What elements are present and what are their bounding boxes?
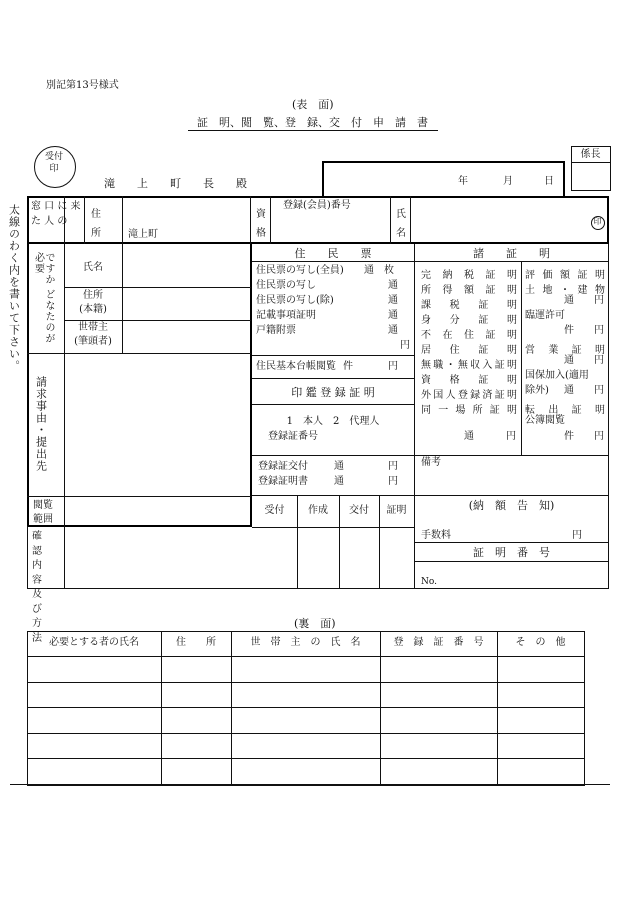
- back-header-line: [27, 656, 584, 657]
- v-line: [64, 496, 65, 589]
- back-col-head: 世 帯 主 の 氏 名: [250, 637, 361, 648]
- date-frame-left: [322, 161, 324, 197]
- qualification-label: 資 格: [256, 209, 266, 239]
- fee-label: 手数料: [421, 530, 451, 541]
- cert-left-8: 資 格 証 明: [421, 375, 517, 386]
- resident-yen: 円: [400, 340, 410, 351]
- cert-right-5b: 除外): [525, 385, 549, 396]
- cert-right-2-unit: 通: [564, 295, 574, 306]
- resident-row-2: 住民票の写し: [256, 280, 316, 291]
- v-line: [122, 244, 123, 354]
- person-choice: 1 本人 2 代理人: [286, 416, 380, 427]
- back-col-line: [161, 631, 162, 784]
- cert-right-5: 国保加入(適用: [525, 370, 589, 381]
- window-applicant-label: 窓 口 に 来 た 人 の: [31, 201, 81, 227]
- cert-right-3: 臨運許可: [525, 310, 565, 321]
- v-line: [270, 196, 271, 244]
- v-line: [122, 196, 123, 244]
- v-line: [27, 526, 28, 589]
- subject-address-label: 住所: [83, 290, 103, 301]
- fee-yen: 円: [572, 530, 582, 541]
- cert-no-header: 証 明 番 号: [473, 546, 550, 559]
- cert-right-7-unit: 件: [564, 431, 574, 442]
- side-instruction: 太線のわく内を書いて下さい。: [7, 204, 21, 372]
- ledger-yen: 円: [388, 361, 398, 372]
- cert-left-unit: 通: [464, 431, 474, 442]
- ledger-label: 住民基本台帳閲覧: [256, 361, 336, 372]
- resident-row-3: 住民票の写し(除): [256, 295, 334, 306]
- back-row-line: [27, 758, 584, 759]
- confirm-method-label: 確 認 内 容 及 び 方 法: [32, 531, 44, 644]
- h-line: [252, 495, 608, 496]
- h-line: [252, 355, 414, 356]
- v-line: [521, 261, 522, 455]
- h-line: [252, 527, 414, 528]
- back-col-other: そ の 他: [515, 637, 566, 648]
- step-sakusei: 作成: [308, 505, 328, 516]
- card-issue-unit: 通: [334, 461, 344, 472]
- v-line: [608, 244, 609, 589]
- v-line: [414, 244, 415, 589]
- addressee: 滝 上 町 長 殿: [104, 177, 247, 190]
- resident-row-1-unit: 通 枚: [364, 265, 394, 276]
- back-side-label: (裏 面): [294, 617, 336, 630]
- h-line: [252, 404, 414, 405]
- cert-left-4: 身 分 証 明: [421, 315, 517, 326]
- date-frame-right: [563, 161, 565, 197]
- v-line: [84, 196, 85, 244]
- h-line: [64, 320, 251, 321]
- date-frame-top: [322, 161, 565, 163]
- hanko-label: 印: [593, 217, 602, 226]
- h-line: [415, 542, 609, 543]
- cert-right-4-unit: 通: [564, 355, 574, 366]
- reception-stamp-label: 受付 印: [44, 152, 63, 174]
- step-kofu: 交付: [349, 505, 369, 516]
- resident-row-5-unit: 通: [388, 325, 398, 336]
- card-issue-yen: 円: [388, 461, 398, 472]
- cert-right-1: 評 価 額 証 明: [525, 270, 605, 281]
- form-title: 証 明、閲 覧、登 録、交 付 申 請 書: [197, 116, 428, 129]
- resident-row-3-unit: 通: [388, 295, 398, 306]
- page-bottom-line: [10, 784, 610, 785]
- cert-left-6: 居 住 証 明: [421, 345, 517, 356]
- cert-left-2: 所 得 額 証 明: [421, 285, 517, 296]
- payment-notice: (納 額 告 知): [468, 499, 555, 512]
- ledger-unit: 件: [343, 361, 353, 372]
- cert-right-5-yen: 円: [594, 385, 604, 396]
- subject-head-sub: (筆頭者): [74, 336, 112, 347]
- cert-right-7: 公簿閲覧: [525, 415, 565, 426]
- view-range-label: 閲覧 範囲: [33, 500, 53, 525]
- thick-top: [27, 196, 609, 198]
- kakaricho-divider: [571, 162, 610, 163]
- card-issue-label: 登録証交付: [258, 461, 308, 472]
- v-line: [410, 196, 411, 244]
- back-col-line: [497, 631, 498, 784]
- h-line: [27, 496, 251, 497]
- cert-left-5: 不 在 住 証 明: [421, 330, 517, 341]
- certs-header: 諸 証 明: [473, 247, 550, 260]
- cert-left-yen: 円: [506, 431, 516, 442]
- h-line: [252, 261, 608, 262]
- subject-head-label: 世帯主: [78, 322, 108, 333]
- address-value: 滝上町: [128, 229, 158, 240]
- cert-left-1: 完 納 税 証 明: [421, 270, 517, 281]
- step-uketsuke: 受付: [264, 505, 285, 516]
- cert-right-5-unit: 通: [564, 385, 574, 396]
- cert-right-3-yen: 円: [594, 325, 604, 336]
- cert-right-3-unit: 件: [564, 325, 574, 336]
- cert-left-7: 無職・無収入証明: [421, 360, 517, 371]
- front-side-label: (表 面): [292, 98, 334, 111]
- h-line: [252, 378, 414, 379]
- residents-header: 住 民 票: [294, 247, 372, 260]
- seal-reg-no-label: 登録証番号: [268, 431, 318, 442]
- back-row-line: [27, 733, 584, 734]
- back-col-name: 必要とする者の氏名: [49, 637, 139, 648]
- subject-name-label: 氏名: [83, 262, 103, 273]
- back-col-address: 住 所: [176, 637, 216, 648]
- back-table: [27, 631, 585, 786]
- name-label: 氏 名: [396, 209, 406, 239]
- thick-right-top: [607, 196, 609, 244]
- kakaricho-label: 係長: [580, 149, 601, 160]
- card-cert-unit: 通: [334, 476, 344, 487]
- subject-address-sub: (本籍): [79, 304, 107, 315]
- card-cert-label: 登録証明書: [258, 476, 308, 487]
- cert-right-4: 営 業 証 明: [525, 345, 605, 356]
- cert-left-3: 課 税 証 明: [421, 300, 517, 311]
- resident-row-1: 住民票の写し(全員): [256, 265, 344, 276]
- date-year: 年: [458, 176, 468, 187]
- resident-row-4: 記載事項証明: [256, 310, 316, 321]
- back-row-line: [27, 682, 584, 683]
- step-shomei: 証明: [386, 505, 407, 516]
- back-row-line: [27, 707, 584, 708]
- v-line: [390, 196, 391, 244]
- back-col-regno: 登 録 証 番 号: [393, 637, 484, 648]
- resident-row-4-unit: 通: [388, 310, 398, 321]
- request-reason-label: 請求事由・提出先: [34, 376, 48, 472]
- resident-row-5: 戸籍附票: [256, 325, 296, 336]
- cert-right-4-yen: 円: [594, 355, 604, 366]
- v-line: [250, 196, 251, 244]
- notes-label: 備考: [421, 457, 441, 468]
- no-label: No.: [421, 577, 437, 587]
- back-col-line: [231, 631, 232, 784]
- resident-row-2-unit: 通: [388, 280, 398, 291]
- h-line: [252, 455, 608, 456]
- thick-left: [27, 196, 29, 526]
- cert-right-2-yen: 円: [594, 295, 604, 306]
- title-underline: [188, 130, 438, 131]
- address-label: 住 所: [91, 209, 121, 239]
- front-bottom-line: [27, 588, 609, 589]
- cert-left-9: 外国人登録済証明: [421, 390, 517, 401]
- date-day: 日: [544, 176, 554, 187]
- cert-left-10: 同 一 場 所 証 明: [421, 405, 517, 416]
- form-number: 別記第13号様式: [46, 80, 119, 91]
- h-line: [27, 353, 251, 354]
- h-line: [415, 561, 609, 562]
- who-needs-label: ですか どなたのが必要: [32, 252, 54, 345]
- reg-no-label: 登録(会員)番号: [283, 200, 351, 211]
- date-month: 月: [503, 176, 513, 187]
- cert-right-6: 転 出 証 明: [525, 405, 605, 416]
- seal-cert-header: 印 鑑 登 録 証 明: [291, 386, 375, 399]
- back-col-line: [380, 631, 381, 784]
- cert-right-2: 土 地 ・ 建 物: [525, 285, 605, 296]
- h-line: [64, 287, 251, 288]
- card-cert-yen: 円: [388, 476, 398, 487]
- cert-right-7-yen: 円: [594, 431, 604, 442]
